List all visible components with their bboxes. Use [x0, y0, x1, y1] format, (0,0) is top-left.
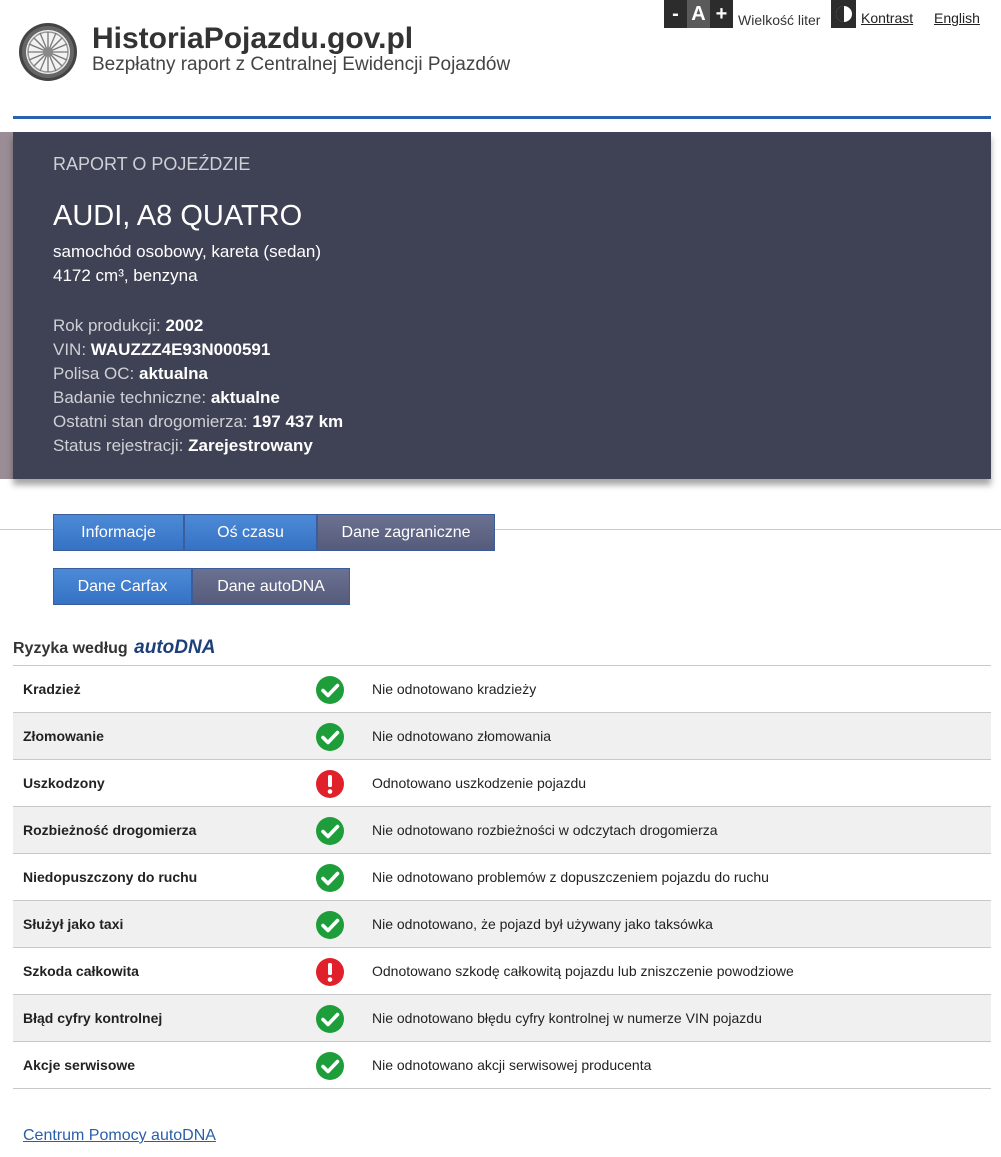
risk-name: Niedopuszczony do ruchu [23, 869, 198, 885]
font-size-label: Wielkość liter [738, 12, 821, 28]
check-icon [315, 910, 345, 940]
contrast-link[interactable]: Kontrast [861, 10, 914, 26]
risk-name: Uszkodzony [23, 775, 105, 791]
risk-description: Nie odnotowano kradzieży [372, 681, 537, 697]
fact-label: Polisa OC: [53, 364, 135, 383]
risk-description: Odnotowano szkodę całkowitą pojazdu lub zniszczenie powodziowe [372, 963, 794, 979]
fact-value: 2002 [165, 316, 204, 335]
autodna-help-link[interactable]: Centrum Pomocy autoDNA [23, 1127, 216, 1144]
font-increase-button[interactable]: + [710, 0, 733, 28]
fact-inspection [53, 386, 343, 410]
fact-odometer [53, 410, 343, 434]
tab-dane-carfax[interactable]: Dane Carfax [53, 568, 192, 605]
risk-description: Odnotowano uszkodzenie pojazdu [372, 775, 587, 791]
fact-insurance [53, 362, 343, 386]
fact-label: Badanie techniczne: [53, 388, 207, 407]
vehicle-engine: 4172 cm³, benzyna [53, 266, 198, 285]
report-panel-edge [0, 132, 13, 479]
fact-production-year [53, 314, 343, 338]
risk-description: Nie odnotowano, że pojazd był używany jako taksówka [372, 916, 713, 932]
risks-heading-text: Ryzyka według [13, 640, 128, 657]
fact-value: WAUZZZ4E93N000591 [90, 340, 271, 359]
site-header [0, 0, 1001, 118]
risk-row [13, 1042, 991, 1089]
risk-name: Błąd cyfry kontrolnej [23, 1010, 163, 1026]
alert-icon [315, 957, 345, 987]
fact-label: VIN: [53, 340, 87, 359]
risk-name: Służył jako taxi [23, 916, 124, 932]
check-icon [315, 1004, 345, 1034]
risk-description: Nie odnotowano złomowania [372, 728, 551, 744]
alert-icon [315, 769, 345, 799]
fact-value: 197 437 km [252, 412, 344, 431]
tab-os-czasu[interactable]: Oś czasu [184, 514, 317, 551]
risks-table [13, 665, 991, 1089]
fact-value: aktualna [138, 364, 208, 383]
risk-name: Złomowanie [23, 728, 104, 744]
risk-name: Szkoda całkowita [23, 963, 139, 979]
sub-tabs [53, 568, 350, 605]
risk-name: Rozbieżność drogomierza [23, 822, 197, 838]
check-icon [315, 675, 345, 705]
fact-value: Zarejestrowany [188, 436, 313, 455]
fact-label: Rok produkcji: [53, 316, 161, 335]
report-label: RAPORT O POJEŹDZIE [53, 154, 251, 174]
vehicle-report-panel [13, 132, 991, 479]
site-subtitle: Bezpłatny raport z Centralnej Ewidencji Pojazdów [92, 54, 511, 75]
risk-row [13, 995, 991, 1042]
contrast-button[interactable] [831, 0, 856, 28]
fact-vin [53, 338, 343, 362]
risks-heading [13, 637, 215, 659]
risk-row [13, 807, 991, 854]
fact-value: aktualne [210, 388, 280, 407]
risk-row [13, 666, 991, 713]
vehicle-facts [53, 314, 343, 458]
language-english-link[interactable]: English [934, 10, 980, 26]
autodna-brand: autoDNA [134, 637, 216, 658]
check-icon [315, 863, 345, 893]
risk-row [13, 854, 991, 901]
main-tabs [53, 514, 495, 551]
risk-row [13, 948, 991, 995]
risk-row [13, 713, 991, 760]
font-normal-button[interactable]: A [687, 0, 710, 28]
tab-dane-autodna[interactable]: Dane autoDNA [192, 568, 350, 605]
risk-row [13, 760, 991, 807]
check-icon [315, 1051, 345, 1081]
risk-description: Nie odnotowano błędu cyfry kontrolnej w numerze VIN pojazdu [372, 1010, 762, 1026]
header-divider [13, 116, 991, 119]
tab-dane-zagraniczne[interactable]: Dane zagraniczne [317, 514, 495, 551]
risk-description: Nie odnotowano rozbieżności w odczytach drogomierza [372, 822, 718, 838]
check-icon [315, 722, 345, 752]
risk-description: Nie odnotowano akcji serwisowej producenta [372, 1057, 652, 1073]
risk-name: Kradzież [23, 681, 81, 697]
wheel-logo-icon[interactable] [18, 22, 78, 82]
check-icon [315, 816, 345, 846]
contrast-icon [835, 5, 853, 23]
fact-label: Status rejestracji: [53, 436, 184, 455]
risk-row [13, 901, 991, 948]
fact-label: Ostatni stan drogomierza: [53, 412, 248, 431]
risk-description: Nie odnotowano problemów z dopuszczeniem pojazdu do ruchu [372, 869, 769, 885]
tab-informacje[interactable]: Informacje [53, 514, 184, 551]
risk-name: Akcje serwisowe [23, 1057, 136, 1073]
vehicle-type: samochód osobowy, kareta (sedan) [53, 242, 322, 261]
fact-registration-status [53, 434, 343, 458]
font-size-controls [664, 0, 733, 28]
font-decrease-button[interactable]: - [664, 0, 687, 28]
site-title[interactable]: HistoriaPojazdu.gov.pl [92, 22, 414, 55]
vehicle-name: AUDI, A8 QUATRO [53, 200, 303, 232]
